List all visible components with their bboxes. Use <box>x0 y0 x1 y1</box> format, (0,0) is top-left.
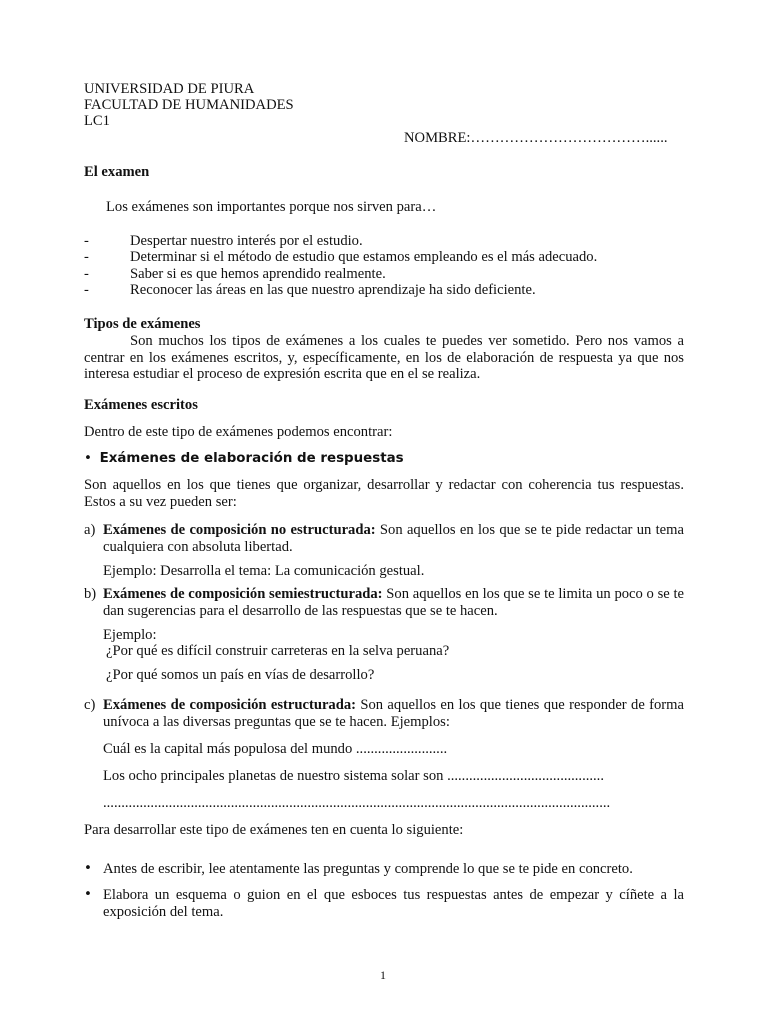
dash-marker: - <box>84 233 89 249</box>
dash-marker: - <box>84 282 89 298</box>
bullet-marker: • <box>84 861 92 876</box>
section-title-types: Tipos de exámenes <box>84 316 201 332</box>
section-title-written: Exámenes escritos <box>84 397 198 413</box>
bullet-marker: • <box>84 887 92 902</box>
item-title: Exámenes de composición no estructurada: <box>103 522 376 538</box>
example-c-1: Cuál es la capital más populosa del mundo ......................... <box>103 741 448 757</box>
types-paragraph: Son muchos los tipos de exámenes a los cuales te puedes ver sometido. Pero nos vamos a centrar en los exámenes escritos, y, específicamente, en los de elaboración de respuesta ya que nos interesa estudiar el proceso de expresión escrita que en el se realiza. <box>84 333 684 382</box>
item-label: c) <box>84 697 96 713</box>
item-label: a) <box>84 522 96 538</box>
section-title-exam: El examen <box>84 164 150 180</box>
exam-intro: Los exámenes son importantes porque nos sirven para… <box>106 199 437 215</box>
item-body <box>103 522 684 555</box>
item-title: Exámenes de composición estructurada: <box>103 697 357 713</box>
course-code: LC1 <box>84 113 110 129</box>
university-name: UNIVERSIDAD DE PIURA <box>84 81 255 97</box>
example-a: Ejemplo: Desarrolla el tema: La comunicación gestual. <box>103 563 425 579</box>
dash-marker: - <box>84 249 89 265</box>
bullet-marker: • <box>84 451 92 466</box>
page-number: 1 <box>380 968 386 982</box>
bullet-heading <box>84 450 404 468</box>
example-c-2: Los ocho principales planetas de nuestro sistema solar son ........................................... <box>103 768 604 784</box>
dash-marker: - <box>84 266 89 282</box>
item-body <box>103 697 684 730</box>
written-intro: Dentro de este tipo de exámenes podemos encontrar: <box>84 424 393 440</box>
example-b-question-1: ¿Por qué es difícil construir carreteras en la selva peruana? <box>106 643 450 659</box>
item-text: Son aquellos en los que se te pide redactar un tema cualquiera con absoluta libertad. <box>103 522 684 555</box>
tip-text: Elabora un esquema o guion en el que esboces tus respuestas antes de empezar y cíñete a la exposición del tema. <box>103 887 684 920</box>
tip-text: Antes de escribir, lee atentamente las preguntas y comprende lo que se te pide en concreto. <box>103 861 633 877</box>
list-item-text: Determinar si el método de estudio que estamos empleando es el más adecuado. <box>130 249 598 265</box>
list-item-text: Despertar nuestro interés por el estudio. <box>130 233 363 249</box>
item-body <box>103 586 684 619</box>
item-label: b) <box>84 586 97 602</box>
faculty-name: FACULTAD DE HUMANIDADES <box>84 97 294 113</box>
item-text: Son aquellos en los que tienes que responder de forma unívoca a las diversas preguntas que se te hacen. Ejemplos: <box>103 697 684 730</box>
bullet-heading-text: Exámenes de elaboración de respuestas <box>99 451 404 466</box>
item-title: Exámenes de composición semiestructurada: <box>103 586 383 602</box>
bullet-paragraph: Son aquellos en los que tienes que organizar, desarrollar y redactar con coherencia tus respuestas. Estos a su vez pueden ser: <box>84 477 684 510</box>
tip-item <box>84 861 684 878</box>
tip-item <box>84 887 684 920</box>
example-c-3: ........................................................................................................................................... <box>103 795 611 811</box>
example-b-label: Ejemplo: <box>103 627 157 643</box>
list-item-text: Saber si es que hemos aprendido realmente. <box>130 266 386 282</box>
list-item-text: Reconocer las áreas en las que nuestro aprendizaje ha sido deficiente. <box>130 282 536 298</box>
example-b-question-2: ¿Por qué somos un país en vías de desarrollo? <box>106 667 375 683</box>
tips-intro: Para desarrollar este tipo de exámenes ten en cuenta lo siguiente: <box>84 822 464 838</box>
name-field: NOMBRE:………………………………...... <box>404 130 668 146</box>
item-text: Son aquellos en los que se te limita un poco o se te dan sugerencias para el desarrollo de las respuestas que se te hacen. <box>103 586 684 619</box>
